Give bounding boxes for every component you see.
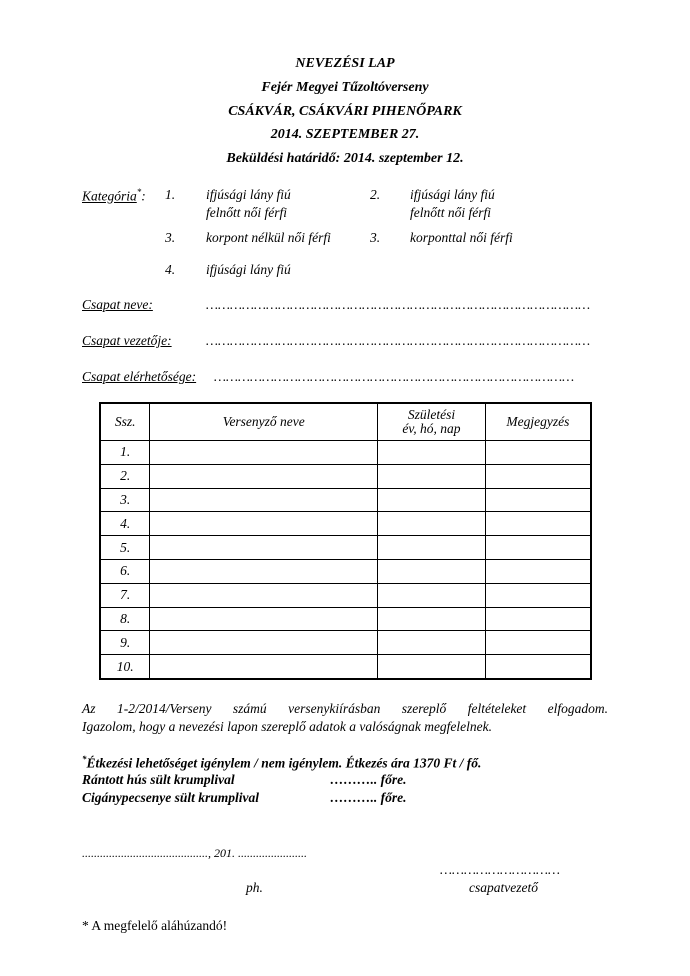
birth-date-cell[interactable] <box>378 488 486 512</box>
category-4-line1[interactable]: ifjúsági lány fiú <box>206 262 291 277</box>
header-ssz: Ssz. <box>100 403 150 441</box>
row-number: 9. <box>100 631 150 655</box>
birth-date-cell[interactable] <box>378 607 486 631</box>
event-date: 2014. SZEPTEMBER 27. <box>270 127 420 142</box>
table-row <box>100 512 591 536</box>
competitor-name-cell[interactable] <box>150 441 378 465</box>
meal-option2-label: Cigánypecsenye sült krumplival <box>82 790 259 805</box>
birth-date-cell[interactable] <box>378 631 486 655</box>
category-3b-num: 3. <box>370 230 381 245</box>
table-header-row <box>100 403 591 441</box>
team-leader-label: Csapat vezetője: <box>82 333 172 348</box>
statement-line1: Az 1-2/2014/Verseny számú versenykiírásban szereplő feltételeket elfogadom. <box>82 701 608 716</box>
table-row <box>100 488 591 512</box>
category-1-num: 1. <box>165 187 176 202</box>
category-2-line2[interactable]: felnőtt női férfi <box>410 205 491 220</box>
competitor-name-cell[interactable] <box>150 631 378 655</box>
category-4-num: 4. <box>165 262 176 277</box>
table-row <box>100 464 591 488</box>
birth-date-cell[interactable] <box>378 583 486 607</box>
row-number: 3. <box>100 488 150 512</box>
ph-label: ph. <box>246 880 263 895</box>
event-location: CSÁKVÁR, CSÁKVÁRI PIHENŐPARK <box>228 104 462 119</box>
category-2-line1[interactable]: ifjúsági lány fiú <box>410 187 495 202</box>
statement-line2: Igazolom, hogy a nevezési lapon szereplő adatok a valóságnak megfelelnek. <box>82 719 493 734</box>
note-cell[interactable] <box>485 536 591 560</box>
row-number: 4. <box>100 512 150 536</box>
note-cell[interactable] <box>485 441 591 465</box>
competitor-name-cell[interactable] <box>150 464 378 488</box>
header-birth: Születési év, hó, nap <box>378 403 486 441</box>
category-3a-line1[interactable]: korpont nélkül női férfi <box>206 230 331 245</box>
footnote: * A megfelelő aláhúzandó! <box>82 918 228 933</box>
meal-request[interactable]: *Étkezési lehetőséget igénylem / nem igénylem. Étkezés ára 1370 Ft / fő. <box>82 754 482 771</box>
category-3b-line1[interactable]: korponttal női férfi <box>410 230 513 245</box>
row-number: 8. <box>100 607 150 631</box>
row-number: 7. <box>100 583 150 607</box>
table-row <box>100 607 591 631</box>
event-name: Fejér Megyei Tűzoltóverseny <box>261 80 429 95</box>
row-number: 10. <box>100 655 150 679</box>
competitors-table <box>99 402 592 680</box>
meal-option1-field[interactable]: ……….. főre. <box>330 772 407 787</box>
row-number: 5. <box>100 536 150 560</box>
place-date-field[interactable]: .........................................., 201. ....................... <box>82 846 307 860</box>
note-cell[interactable] <box>485 512 591 536</box>
statement-paragraph <box>82 700 608 736</box>
competitor-name-cell[interactable] <box>150 512 378 536</box>
birth-date-cell[interactable] <box>378 655 486 679</box>
category-1-line2[interactable]: felnőtt női férfi <box>206 205 287 220</box>
competitor-name-cell[interactable] <box>150 536 378 560</box>
header-name: Versenyző neve <box>150 403 378 441</box>
note-cell[interactable] <box>485 559 591 583</box>
header-note: Megjegyzés <box>485 403 591 441</box>
signature-line[interactable]: ………………………… <box>440 862 561 877</box>
table-row <box>100 631 591 655</box>
category-2-num: 2. <box>370 187 381 202</box>
birth-date-cell[interactable] <box>378 536 486 560</box>
table-row <box>100 536 591 560</box>
page-title: NEVEZÉSI LAP <box>295 56 395 71</box>
birth-date-cell[interactable] <box>378 512 486 536</box>
note-cell[interactable] <box>485 631 591 655</box>
table-row <box>100 441 591 465</box>
team-contact-field[interactable]: ……………………………………………………………………………… <box>214 369 575 384</box>
submission-deadline: Beküldési határidő: 2014. szeptember 12. <box>226 151 464 166</box>
team-leader-field[interactable]: …………………………………………………………………………………… <box>206 333 591 348</box>
note-cell[interactable] <box>485 583 591 607</box>
row-number: 1. <box>100 441 150 465</box>
birth-date-cell[interactable] <box>378 441 486 465</box>
competitor-name-cell[interactable] <box>150 607 378 631</box>
table-row <box>100 583 591 607</box>
category-3a-num: 3. <box>165 230 176 245</box>
table-row <box>100 559 591 583</box>
row-number: 6. <box>100 559 150 583</box>
birth-date-cell[interactable] <box>378 464 486 488</box>
meal-option1-label: Rántott hús sült krumplival <box>82 772 235 787</box>
competitor-name-cell[interactable] <box>150 488 378 512</box>
team-name-field[interactable]: …………………………………………………………………………………… <box>206 297 591 312</box>
note-cell[interactable] <box>485 464 591 488</box>
note-cell[interactable] <box>485 488 591 512</box>
note-cell[interactable] <box>485 655 591 679</box>
team-name-label: Csapat neve: <box>82 297 153 312</box>
row-number: 2. <box>100 464 150 488</box>
team-contact-label: Csapat elérhetősége: <box>82 369 197 384</box>
competitor-name-cell[interactable] <box>150 655 378 679</box>
birth-date-cell[interactable] <box>378 559 486 583</box>
table-row <box>100 655 591 679</box>
team-leader-signature-label: csapatvezető <box>469 880 538 895</box>
competitor-name-cell[interactable] <box>150 583 378 607</box>
meal-option2-field[interactable]: ……….. főre. <box>330 790 407 805</box>
note-cell[interactable] <box>485 607 591 631</box>
category-label: Kategória*: <box>82 187 146 204</box>
competitor-name-cell[interactable] <box>150 559 378 583</box>
category-1-line1[interactable]: ifjúsági lány fiú <box>206 187 291 202</box>
